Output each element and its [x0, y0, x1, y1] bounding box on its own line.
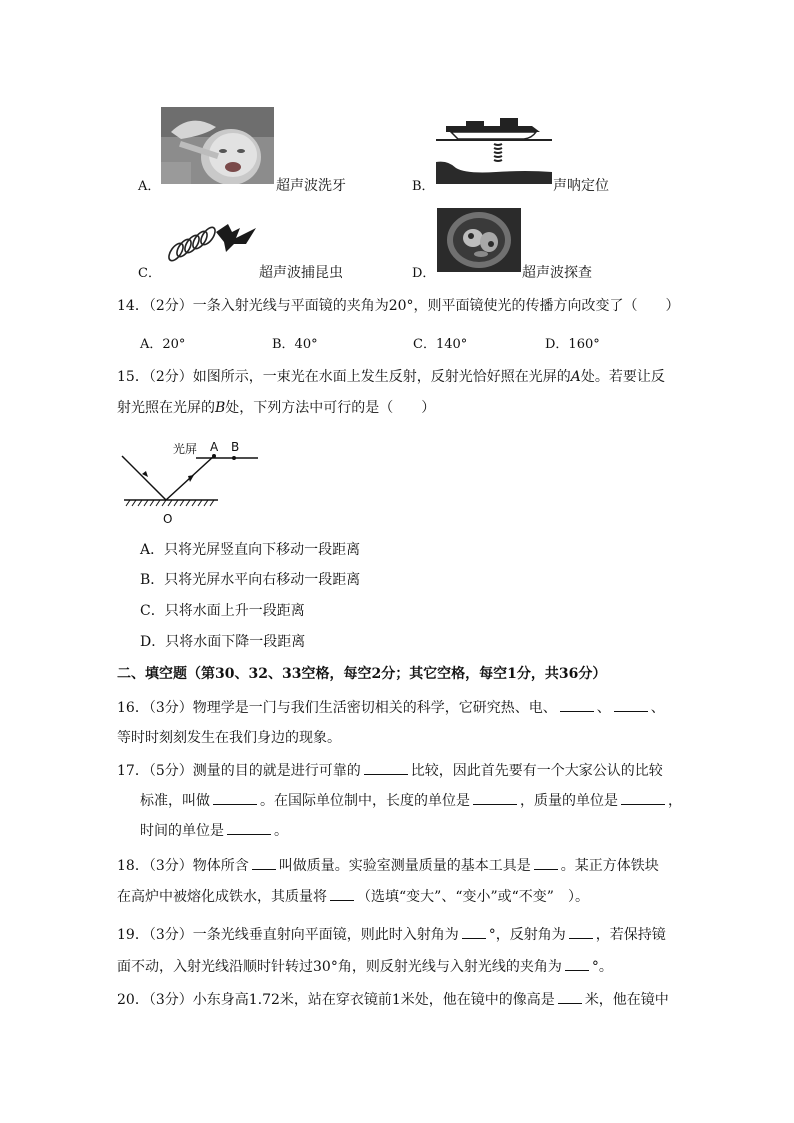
q15-option-c: C．只将水面上升一段距离 — [140, 603, 305, 619]
option-c-caption: 超声波捕昆虫 — [259, 265, 343, 281]
option-a-caption: 超声波洗牙 — [276, 178, 346, 194]
q14-option-b: B．40° — [272, 337, 318, 352]
q16-line2: 等时时刻刻发生在我们身边的现象。 — [117, 730, 341, 746]
q14-option-a: A．20° — [140, 337, 186, 352]
q15-option-d: D．只将水面下降一段距离 — [140, 634, 306, 650]
q17-line2: 标准，叫做 。在国际单位制中，长度的单位是 ，质量的单位是 ， — [140, 790, 682, 811]
bat-echolocation-image — [160, 218, 260, 266]
q19-line2: 面不动，入射光线沿顺时针转过30°角，则反射光线与入射光线的夹角为 °。 — [117, 956, 613, 977]
section-2-title: 二、填空题（第30、32、33空格，每空2分；其它空格，每空1分，共36分） — [117, 666, 607, 682]
option-a-letter: A． — [138, 179, 161, 194]
dental-cleaning-image — [161, 107, 274, 184]
q14-stem: 14．（2分）一条入射光线与平面镜的夹角为20°，则平面镜使光的传播方向改变了（ ） — [117, 298, 680, 314]
point-a-label: A — [210, 440, 219, 454]
q19-line1: 19．（3分）一条光线垂直射向平面镜，则此时入射角为 °，反射角为 ，若保持镜 — [117, 924, 666, 945]
sonar-boat-image — [436, 114, 552, 184]
q20-line1: 20．（3分）小东身高1.72米，站在穿衣镜前1米处，他在镜中的像高是 米，他在镜中 — [117, 989, 669, 1010]
point-b-label: B — [231, 440, 240, 454]
option-b-caption: 声呐定位 — [553, 178, 609, 194]
q15-stem-line2: 射光照在光屏的B处，下列方法中可行的是（ ） — [117, 400, 436, 416]
q17-line3: 时间的单位是 。 — [140, 820, 288, 841]
q17-line1: 17．（5分）测量的目的就是进行可靠的 比较，因此首先要有一个大家公认的比较 — [117, 760, 663, 781]
q14-option-c: C．140° — [413, 337, 468, 352]
option-d-letter: D． — [412, 266, 436, 281]
origin-label: O — [163, 512, 173, 526]
q16-line1: 16．（3分）物理学是一门与我们生活密切相关的科学，它研究热、电、 、 、 — [117, 697, 665, 718]
option-d-caption: 超声波探查 — [522, 265, 592, 281]
q18-line2: 在高炉中被熔化成铁水，其质量将 （选填“变大”、“变小”或“不变” ）。 — [117, 886, 589, 907]
option-c-letter: C． — [138, 266, 161, 281]
screen-label: 光屏 — [173, 442, 198, 456]
option-b-letter: B． — [412, 179, 435, 194]
q18-line1: 18．（3分）物体所含 叫做质量。实验室测量质量的基本工具是 。某正方体铁块 — [117, 855, 659, 876]
q15-stem-line1: 15．（2分）如图所示，一束光在水面上发生反射，反射光恰好照在光屏的A处。若要让反 — [117, 369, 665, 385]
q15-option-a: A．只将光屏竖直向下移动一段距离 — [140, 542, 361, 558]
q14-option-d: D．160° — [545, 337, 600, 352]
ultrasound-scan-image — [437, 208, 521, 272]
q15-option-b: B．只将光屏水平向右移动一段距离 — [140, 572, 361, 588]
